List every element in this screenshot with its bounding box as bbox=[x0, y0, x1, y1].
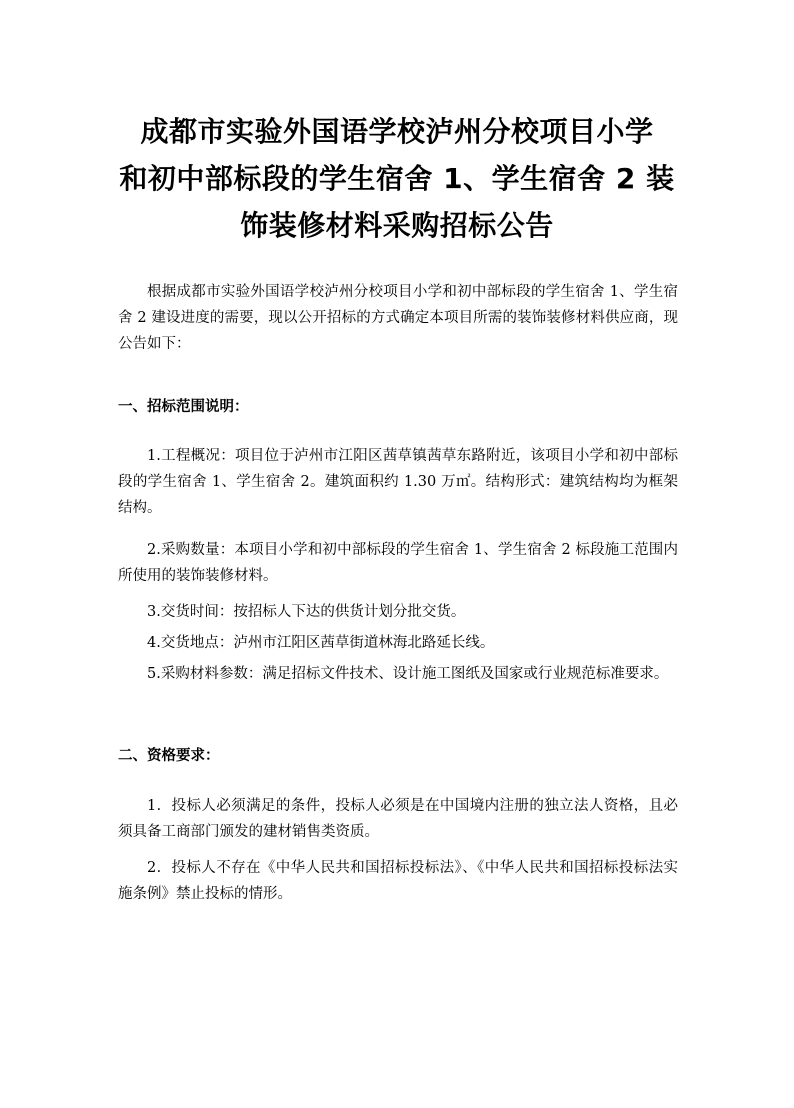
document-title bbox=[110, 108, 684, 249]
intro-paragraph: 根据成都市实验外国语学校泸州分校项目小学和初中部标段的学生宿舍 1、学生宿舍 2 建设进度的需要，现以公开招标的方式确定本项目所需的装饰装修材料供应商，现公告如下： bbox=[118, 284, 678, 352]
title-line: 成都市实验外国语学校泸州分校项目小学 bbox=[140, 115, 654, 148]
scope-item-overview: 1.工程概况：项目位于泸州市江阳区茜草镇茜草东路附近，该项目小学和初中部标段的学生宿舍 1、学生宿舍 2。建筑面积约 1.30 万㎡。结构形式：建筑结构均为框架结构。 bbox=[118, 448, 678, 516]
qualification-item-2: 2．投标人不存在《中华人民共和国招标投标法》、《中华人民共和国招标投标法实施条例》禁止投标的情形。 bbox=[118, 860, 678, 902]
section-heading-qualification: 二、资格要求： bbox=[118, 748, 220, 764]
title-line: 饰装修材料采购招标公告 bbox=[240, 209, 554, 242]
scope-item-material-parameters: 5.采购材料参数：满足招标文件技术、设计施工图纸及国家或行业规范标准要求。 bbox=[147, 666, 669, 682]
scope-item-delivery-location: 4.交货地点：泸州市江阳区茜草街道林海北路延长线。 bbox=[147, 635, 495, 651]
scope-item-delivery-time: 3.交货时间：按招标人下达的供货计划分批交货。 bbox=[147, 604, 466, 620]
qualification-item-1: 1．投标人必须满足的条件，投标人必须是在中国境内注册的独立法人资格，且必须具备工商部门颁发的建材销售类资质。 bbox=[118, 798, 678, 840]
title-line: 和初中部标段的学生宿舍 1、学生宿舍 2 装 bbox=[119, 162, 675, 195]
scope-item-quantity: 2.采购数量：本项目小学和初中部标段的学生宿舍 1、学生宿舍 2 标段施工范围内所使用的装饰装修材料。 bbox=[118, 542, 678, 584]
section-heading-scope: 一、招标范围说明： bbox=[118, 399, 249, 415]
